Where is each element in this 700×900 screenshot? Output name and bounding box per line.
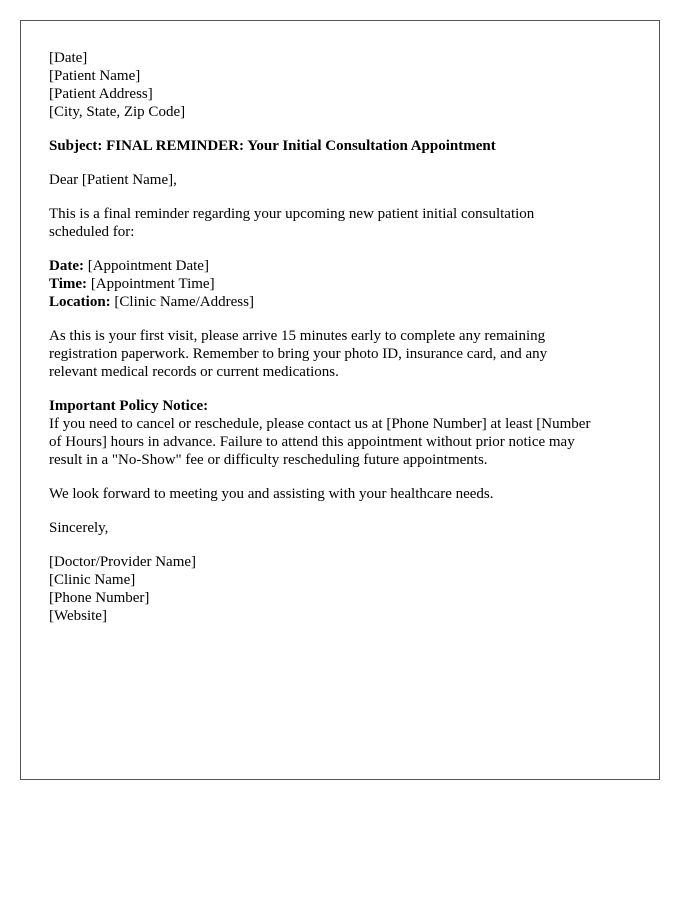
sign-off: Sincerely, — [49, 520, 109, 536]
appointment-date-label: Date: — [49, 258, 84, 274]
signature-block — [49, 553, 633, 625]
policy-line: If you need to cancel or reschedule, please contact us at [Phone Number] at least [Number — [49, 416, 591, 432]
clinic-name-placeholder: [Clinic Name] — [49, 572, 136, 588]
intro-line: This is a final reminder regarding your upcoming new patient initial consultation — [49, 206, 535, 222]
date-placeholder: [Date] — [49, 50, 88, 66]
policy-line: result in a "No-Show" fee or difficulty rescheduling future appointments. — [49, 452, 488, 468]
first-visit-line: registration paperwork. Remember to bring your photo ID, insurance card, and any — [49, 346, 548, 362]
recipient-block — [49, 49, 633, 121]
salutation: Dear [Patient Name], — [49, 172, 177, 188]
patient-name-placeholder: [Patient Name] — [49, 68, 141, 84]
appointment-time-row — [49, 275, 633, 293]
patient-address-placeholder: [Patient Address] — [49, 86, 153, 102]
first-visit-paragraph — [49, 327, 633, 381]
policy-notice — [49, 397, 633, 469]
intro-line: scheduled for: — [49, 224, 135, 240]
website-placeholder: [Website] — [49, 608, 107, 624]
letter-page — [20, 20, 660, 780]
city-state-zip-placeholder: [City, State, Zip Code] — [49, 104, 186, 120]
appointment-time-value: [Appointment Time] — [87, 276, 215, 292]
subject-line: Subject: FINAL REMINDER: Your Initial Consultation Appointment — [49, 138, 496, 154]
appointment-location-value: [Clinic Name/Address] — [110, 294, 254, 310]
appointment-time-label: Time: — [49, 276, 88, 292]
first-visit-line: relevant medical records or current medications. — [49, 364, 339, 380]
appointment-location-label: Location: — [49, 294, 111, 310]
policy-line: of Hours] hours in advance. Failure to attend this appointment without prior notice may — [49, 434, 575, 450]
intro-paragraph — [49, 205, 633, 241]
appointment-date-value: [Appointment Date] — [83, 258, 209, 274]
appointment-details — [49, 257, 633, 311]
appointment-location-row — [49, 293, 633, 311]
policy-heading: Important Policy Notice: — [49, 398, 209, 414]
first-visit-line: As this is your first visit, please arrive 15 minutes early to complete any remaining — [49, 328, 546, 344]
provider-name-placeholder: [Doctor/Provider Name] — [49, 554, 197, 570]
closing-paragraph: We look forward to meeting you and assisting with your healthcare needs. — [49, 486, 494, 502]
letter-content — [49, 49, 633, 641]
appointment-date-row — [49, 257, 633, 275]
phone-number-placeholder: [Phone Number] — [49, 590, 150, 606]
